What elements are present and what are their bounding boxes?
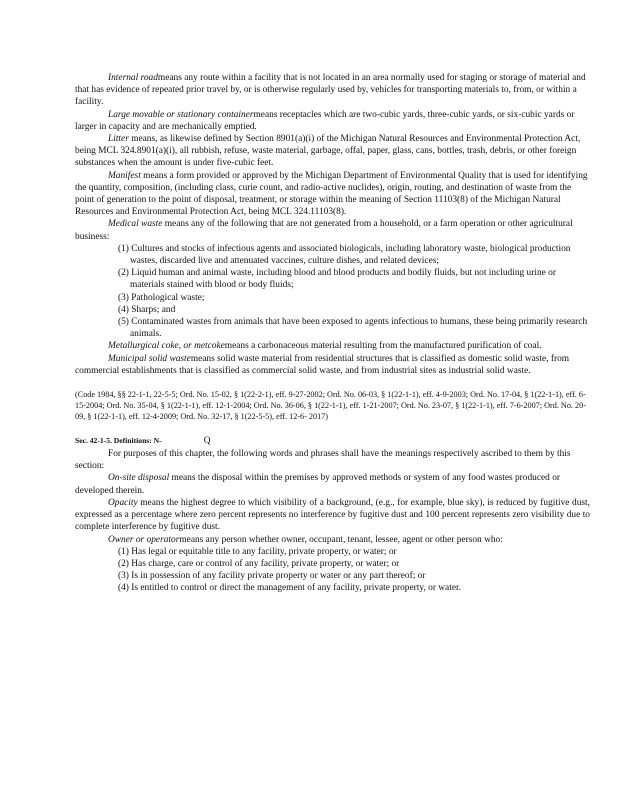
- definition-medical-waste: Medical waste means any of the following that are not generated from a household, or a farm operation or other agricultural business:: [75, 219, 573, 242]
- definition-on-site-disposal: On-site disposal means the disposal within the premises by approved methods or system of any food wastes produced or developed therein.: [75, 473, 561, 496]
- term: Medical waste: [108, 219, 163, 230]
- term: Internal road: [108, 73, 158, 83]
- definition-internal-road: Internal roadmeans any route within a facility that is not located in an area normally used for staging or storage of material and that has evidence of repeated prior travel by, or is otherwise regularly used by, vehicles for transporting materials to, from, or within a facility.: [75, 73, 586, 108]
- definition-opacity: Opacity means the highest degree to which visibility of a background, (e.g., for example, blue sky), is reduced by fugitive dust, expressed as a percentage where zero percent represents no interference by fugitive dust and 100 percent represents zero visibility due to complete interference by fugitive dust.: [75, 497, 590, 533]
- definition-large-container: Large movable or stationary containermeans receptacles which are two-cubic yards, three-cubic yards, or six-cubic yards or larger in capacity and are mechanically emptied.: [75, 109, 575, 132]
- definition-municipal-solid-waste: Municipal solid wastemeans solid waste material from residential structures that is classified as domestic solid waste, from commercial establishments that is classified as commercial solid waste, and from industrial sites as industrial solid waste.: [75, 353, 570, 376]
- code-history-note: (Code 1984, §§ 22-1-1, 22-5-5; Ord. No. 15-02, § 1(22-2-1), eff. 9-27-2002; Ord. No. 06-03, § 1(22-1-1), eff. 4-9-2003; Ord. No. 17-04, § 1(22-1-1), eff. 6-15-2004; Ord. No. 35-04, § 1(22-1-1), eff. 12-1-2004; Ord. No. 36-06, § 1(22-1-1), eff. 1-21-2007; Ord. No. 23-07, § 1(22-1-1), eff. 7-6-2007; Ord. No. 20-09, § 1(22-1-1), eff. 12-4-2009; Ord. No. 32-17, § 1(22-5-5), eff. 12-6- 2017): [75, 390, 586, 422]
- list-item: (1) Cultures and stocks of infectious agents and associated biologicals, including laboratory waste, biological production wastes, discarded live and attenuated vaccines, culture dishes, and related devices;: [118, 243, 571, 267]
- list-item: (4) Is entitled to control or direct the management of any facility, private property, or water.: [118, 583, 461, 594]
- term: On-site disposal: [108, 473, 170, 484]
- term: Owner or operator: [108, 534, 180, 545]
- list-item: (3) Is in possession of any facility private property or water or any part thereof; or: [118, 571, 426, 582]
- definition-metcoke: Metallurgical coke, or metcokemeans a carbonaceous material resulting from the manufactured purification of coal.: [108, 341, 542, 352]
- term: Large movable or stationary container: [108, 109, 254, 120]
- section-intro: For purposes of this chapter, the following words and phrases shall have the meanings respectively ascribed to them by this section:: [75, 449, 571, 472]
- term: Manifest: [108, 170, 141, 181]
- list-item: (1) Has legal or equitable title to any facility, private property, or water; or: [118, 546, 397, 557]
- definition-owner-or-operator: Owner or operatormeans any person whether owner, occupant, tenant, lessee, agent or other person who:: [108, 534, 503, 545]
- document-page: [75, 72, 590, 595]
- list-item: (2) Has charge, care or control of any facility, private property, or water; or: [118, 558, 400, 569]
- term: Litter: [108, 134, 129, 145]
- section-heading: Sec. 42-1-5. Definitions: N- Q: [75, 436, 211, 447]
- term: Municipal solid waste: [108, 353, 191, 364]
- list-item: (5) Contaminated wastes from animals that have been exposed to agents infectious to humans, these being primarily research animals.: [118, 317, 588, 340]
- list-item: (2) Liquid human and animal waste, including blood and blood products and bodily fluids, but not including urine or materials stained with blood or body fluids;: [118, 268, 556, 291]
- definition-litter: Litter means, as likewise defined by Section 8901(a)(i) of the Michigan Natural Resources and Environmental Protection Act, being MCL 324.8901(a)(i), all rubbish, refuse, waste material, garbage, offal, paper, glass, cans, bottles, trash, debris, or other foreign substances when the amount is under five-cubic feet.: [75, 134, 581, 169]
- term: Metallurgical coke, or metcoke: [108, 341, 225, 352]
- definition-manifest: Manifest means a form provided or approved by the Michigan Department of Environmental Quality that is used for identifying the quantity, composition, (including class, curie count, and radio-active nuclides), origin, routing, and destination of waste from the point of generation to the point of disposal, treatment, or storage within the meaning of Section 11103(8) of the Michigan Natural Resources and Environmental Protection Act, being MCL 324.11103(8).: [75, 170, 588, 218]
- term: Opacity: [108, 497, 138, 508]
- list-item: (3) Pathological waste;: [118, 292, 205, 303]
- list-item: (4) Sharps; and: [118, 304, 176, 315]
